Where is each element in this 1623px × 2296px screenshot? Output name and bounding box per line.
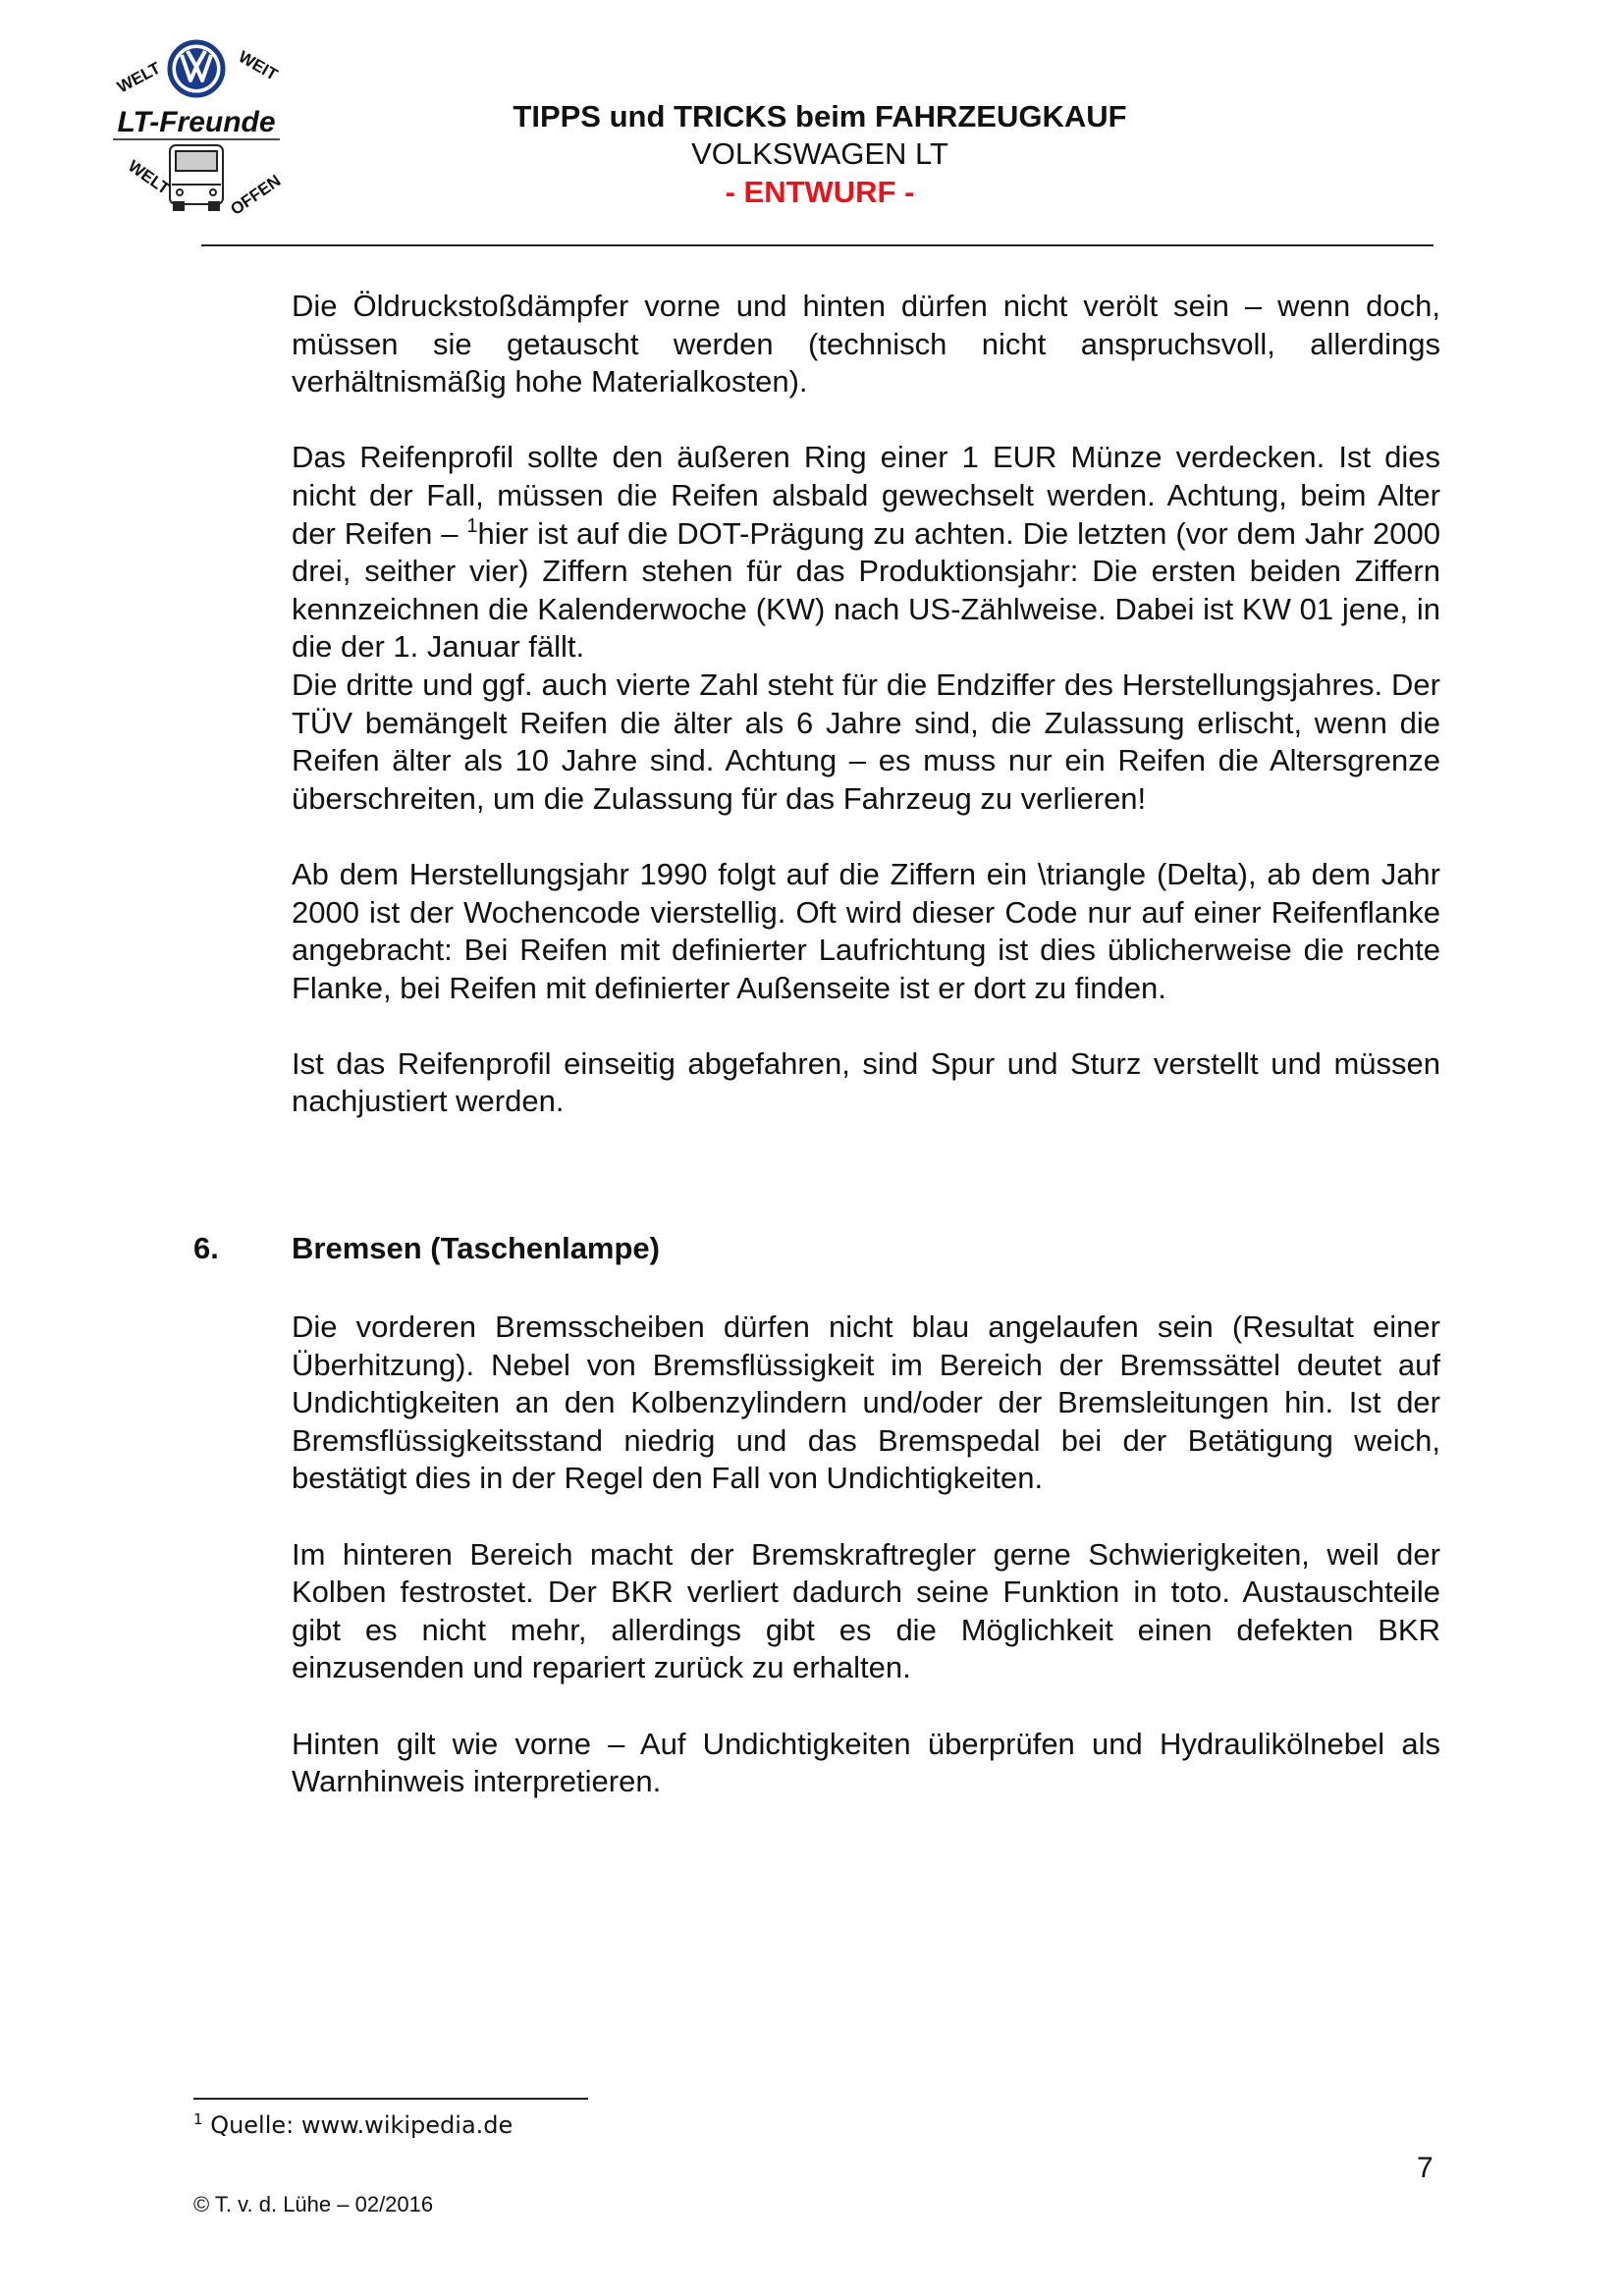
section-number: 6. [193, 1231, 219, 1265]
document-header [295, 98, 1345, 212]
paragraph-rear-brakes: Im hinteren Bereich macht der Bremskraftregler gerne Schwierigkeiten, weil der Kolben festrostet. Der BKR verliert dadurch seine Funktion in toto. Austauschteile gibt es nicht mehr, allerdings gibt es die Möglichkeit einen defekten BKR einzusenden und repariert zurück zu erhalten. [292, 1536, 1440, 1685]
draft-status: - ENTWURF - [725, 175, 915, 209]
footnote [193, 2110, 513, 2140]
paragraph-brake-summary: Hinten gilt wie vorne – Auf Undichtigkeiten überprüfen und Hydraulikölnebel als Warnhinweis interpretieren. [292, 1726, 1440, 1799]
footnote-divider [193, 2098, 588, 2100]
document-title: TIPPS und TRICKS beim FAHRZEUGKAUF [513, 99, 1127, 133]
paragraph-front-brakes: Die vorderen Bremsscheiben dürfen nicht blau angelaufen sein (Resultat einer Überhitzung). Nebel von Bremsflüssigkeit im Bereich der Bremssättel deutet auf Undichtigkeiten an den Kolbenzylindern und/oder der Bremsleitungen hin. Ist der Bremsflüssigkeitsstand niedrig und das Bremspedal bei der Betätigung weich, bestätigt dies in der Regel den Fall von Undichtigkeiten. [292, 1309, 1440, 1496]
footnote-text: Quelle: www.wikipedia.de [210, 2111, 514, 2139]
logo-text-bottom-left: WELT [124, 156, 174, 198]
section-body [292, 1308, 1440, 1801]
document-subtitle: VOLKSWAGEN LT [691, 136, 948, 171]
body-text [292, 288, 1440, 1121]
page-number: 7 [1417, 2152, 1434, 2184]
header-divider [201, 244, 1434, 246]
footnote-reference: 1 [466, 514, 478, 537]
vw-emblem-icon [170, 42, 223, 95]
paragraph-tire-profile [292, 439, 1440, 667]
section-title: Bremsen (Taschenlampe) [292, 1231, 660, 1265]
logo-text-bottom-right: OFFEN [227, 171, 285, 219]
paragraph-text: Das Reifenprofil sollte den äußeren Ring einer 1 EUR Münze verdecken. Ist dies nicht der Fall, müssen die Reifen alsbald gewechselt werden. Achtung, beim Alter der Reifen – [292, 440, 1440, 551]
paragraph-delta-code: Ab dem Herstellungsjahr 1990 folgt auf die Ziffern ein \triangle (Delta), ab dem Jahr 2000 ist der Wochencode vierstellig. Oft wird dieser Code nur auf einer Reifenflanke angebracht: Bei Reifen mit definierter Laufrichtung ist dies üblicherweise die rechte Flanke, bei Reifen mit definierter Außenseite ist er dort zu finden. [292, 856, 1440, 1005]
logo-text-top-right: WEIT [235, 47, 281, 84]
lt-freunde-logo [103, 37, 290, 224]
section-heading [193, 1230, 1372, 1267]
copyright: © T. v. d. Lühe – 02/2016 [193, 2192, 434, 2216]
paragraph-shock-absorbers: Die Öldruckstoßdämpfer vorne und hinten dürfen nicht verölt sein – wenn doch, müssen sie getauscht werden (technisch nicht anspruchsvoll, allerdings verhältnismäßig hohe Materialkosten). [292, 289, 1440, 400]
paragraph-manufacturing-year: Die dritte und ggf. auch vierte Zahl steht für die Endziffer des Herstellungsjahres. Der TÜV bemängelt Reifen die älter als 6 Jahre sind, die Zulassung erlischt, wenn die Reifen älter als 10 Jahre sind. Achtung – es muss nur ein Reifen die Altersgrenze überschreiten, um die Zulassung für das Fahrzeug zu verlieren! [292, 667, 1440, 816]
paragraph-alignment: Ist das Reifenprofil einseitig abgefahren, sind Spur und Sturz verstellt und müssen nachjustiert werden. [292, 1045, 1440, 1119]
paragraph-text: hier ist auf die DOT-Prägung zu achten. Die letzten (vor dem Jahr 2000 drei, seither vier) Ziffern stehen für das Produktionsjahr: Die ersten beiden Ziffern kennzeichnen die Kalenderwoche (KW) nach US-Zählweise. Dabei ist KW 01 jene, in die der 1. Januar fällt. [292, 515, 1440, 665]
logo-text-center: LT-Freunde [117, 106, 276, 138]
footnote-marker: 1 [193, 2110, 203, 2128]
logo-text-top-left: WELT [114, 58, 164, 97]
